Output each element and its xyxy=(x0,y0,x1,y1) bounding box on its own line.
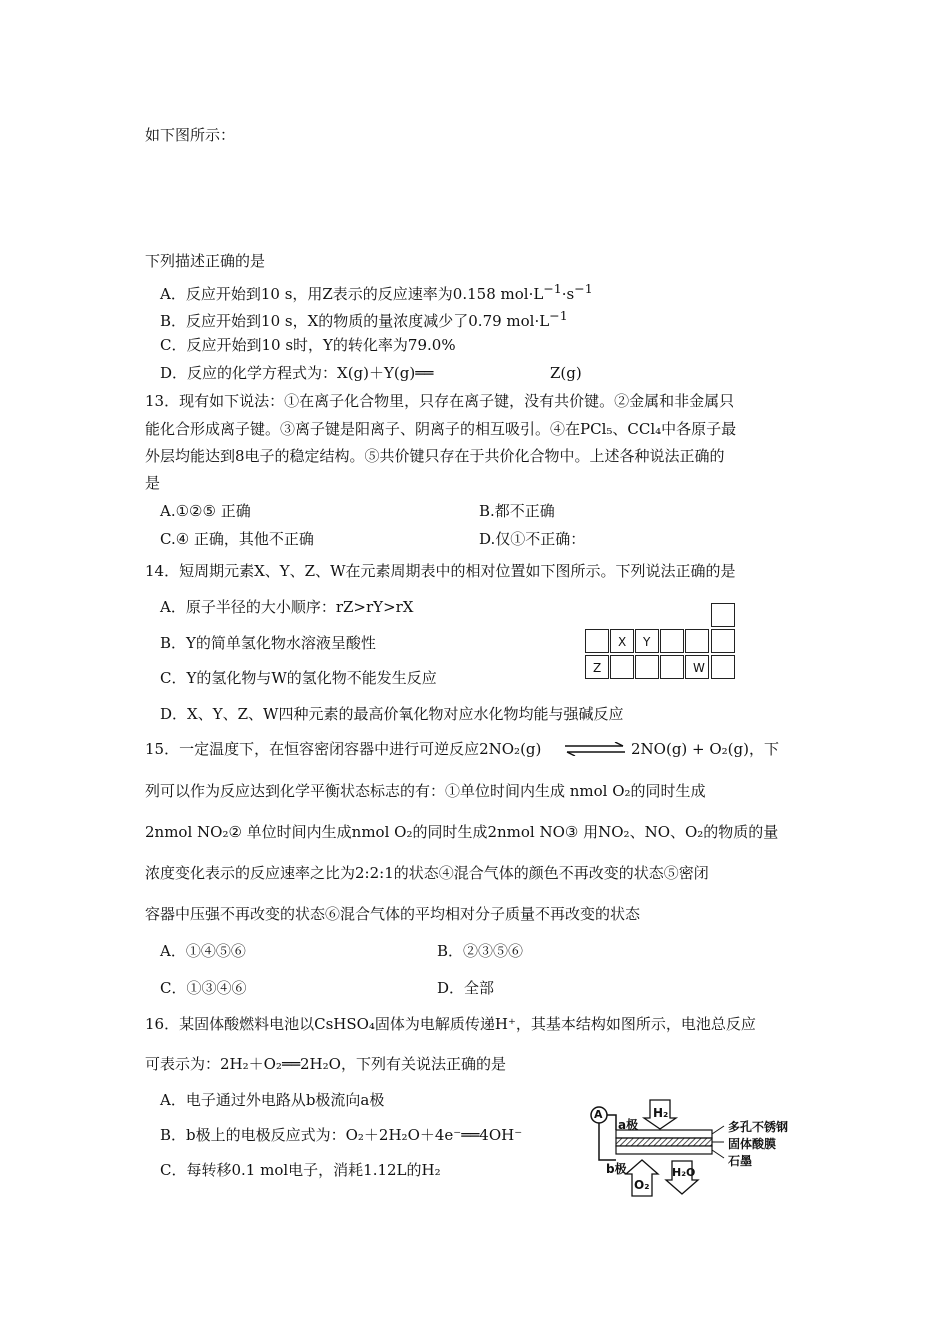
layer-label-membrane: 固体酸膜 xyxy=(728,1137,777,1151)
layer-label-stainless: 多孔不锈钢 xyxy=(728,1120,789,1134)
cell-label-w: W xyxy=(693,661,705,675)
q15-option-a[interactable]: A．①④⑤⑥ xyxy=(160,942,246,960)
q15-line4: 浓度变化表示的反应速率之比为2:2:1的状态④混合气体的颜色不再改变的状态⑤密闭 xyxy=(145,864,709,882)
b-pole-label: b极 xyxy=(606,1162,627,1176)
q12-option-d-right: Z(g) xyxy=(550,364,582,382)
q13-line1: 13．现有如下说法：①在离子化合物里，只存在离子键，没有共价键。②金属和非金属只 xyxy=(145,392,735,410)
q15-option-c[interactable]: C．①③④⑥ xyxy=(160,979,247,997)
intro-text: 如下图所示： xyxy=(145,126,236,144)
q15-option-d[interactable]: D．全部 xyxy=(437,979,495,997)
q12-option-b-sup: −1 xyxy=(549,308,568,323)
q12-option-b-text: B．反应开始到10 s，X的物质的量浓度减少了0.79 mol·L xyxy=(160,312,550,330)
table-cell xyxy=(660,629,684,653)
table-cell-z xyxy=(585,655,609,679)
table-cell-w xyxy=(685,655,709,679)
table-cell-y xyxy=(635,629,659,653)
table-cell xyxy=(585,629,609,653)
q12-option-d-left: D．反应的化学方程式为：X(g)＋Y(g)══ xyxy=(160,364,434,382)
q13-option-d[interactable]: D.仅①不正确： xyxy=(479,530,586,548)
q15-line1 xyxy=(145,740,779,758)
table-cell xyxy=(711,629,735,653)
table-cell xyxy=(610,655,634,679)
q13-line3: 外层均能达到8电子的稳定结构。⑤共价键只存在于共价化合物中。上述各种说法正确的 xyxy=(145,447,725,465)
q15-line2: 列可以作为反应达到化学平衡状态标志的有：①单位时间内生成 nmol O₂的同时生成 xyxy=(145,782,706,800)
h2o-label: H₂O xyxy=(672,1166,696,1179)
q12-option-a-sup1: −1 xyxy=(543,281,562,296)
table-cell xyxy=(685,629,709,653)
table-cell xyxy=(660,655,684,679)
table-cell xyxy=(711,603,735,627)
q14-option-a[interactable]: A．原子半径的大小顺序：rZ>rY>rX xyxy=(160,598,414,616)
h2-label: H₂ xyxy=(653,1106,669,1120)
periodic-table-fragment xyxy=(585,603,737,681)
cell-label-y: Y xyxy=(643,635,651,649)
q13-option-c[interactable]: C.④ 正确，其他不正确 xyxy=(160,530,314,548)
fuel-cell-diagram xyxy=(588,1098,818,1198)
layer-label-graphite: 石墨 xyxy=(728,1154,753,1168)
q14-option-d[interactable]: D．X、Y、Z、W四种元素的最高价氧化物对应水化物均能与强碱反应 xyxy=(160,705,624,723)
ammeter-icon: A xyxy=(594,1108,603,1121)
q15-line1-right: 2NO(g) + O₂(g)，下 xyxy=(631,740,779,758)
q13-line2: 能化合形成离子键。③离子键是阳离子、阴离子的相互吸引。④在PCl₅、CCl₄中各原子最 xyxy=(145,420,737,438)
q14-stem: 14．短周期元素X、Y、Z、W在元素周期表中的相对位置如下图所示。下列说法正确的是 xyxy=(145,562,736,580)
q15-line5: 容器中压强不再改变的状态⑥混合气体的平均相对分子质量不再改变的状态 xyxy=(145,905,641,923)
q13-option-a[interactable]: A.①②⑤ 正确 xyxy=(160,502,251,520)
q16-option-a[interactable]: A．电子通过外电路从b极流向a极 xyxy=(160,1091,385,1109)
q15-option-b[interactable]: B．②③⑤⑥ xyxy=(437,942,524,960)
q12-option-b[interactable] xyxy=(160,310,568,329)
cell-label-x: X xyxy=(618,635,627,649)
table-cell xyxy=(711,655,735,679)
q16-option-b[interactable]: B．b极上的电极反应式为：O₂＋2H₂O＋4e⁻══4OH⁻ xyxy=(160,1126,523,1144)
cell-label-z: Z xyxy=(593,661,602,675)
q15-line1-left: 15．一定温度下，在恒容密闭容器中进行可逆反应2NO₂(g) xyxy=(145,740,542,758)
table-cell-x xyxy=(610,629,634,653)
q16-line2: 可表示为：2H₂＋O₂══2H₂O，下列有关说法正确的是 xyxy=(145,1055,506,1073)
q14-option-b[interactable]: B．Y的简单氢化物水溶液呈酸性 xyxy=(160,634,376,652)
q15-line3: 2nmol NO₂② 单位时间内生成nmol O₂的同时生成2nmol NO③ 用NO₂、NO、O₂的物质的量 xyxy=(145,823,779,841)
q12-stem: 下列描述正确的是 xyxy=(145,252,266,270)
o2-label: O₂ xyxy=(634,1178,650,1192)
equilibrium-arrow-icon xyxy=(563,742,627,756)
table-cell xyxy=(635,655,659,679)
q12-option-c[interactable]: C．反应开始到10 s时，Y的转化率为79.0% xyxy=(160,336,456,354)
q12-option-d[interactable] xyxy=(160,364,582,382)
q12-option-a[interactable] xyxy=(160,283,593,302)
q16-option-c[interactable]: C．每转移0.1 mol电子，消耗1.12L的H₂ xyxy=(160,1161,441,1179)
a-pole-label: a极 xyxy=(618,1118,639,1132)
q14-option-c[interactable]: C．Y的氢化物与W的氢化物不能发生反应 xyxy=(160,669,437,687)
q12-option-a-mid: ·s xyxy=(561,285,575,303)
fuel-cell-drawing xyxy=(588,1098,818,1198)
q16-line1: 16．某固体酸燃料电池以CsHSO₄固体为电解质传递H⁺，其基本结构如图所示，电池总反应 xyxy=(145,1015,756,1033)
q12-option-a-sup2: −1 xyxy=(574,281,593,296)
q13-line4: 是 xyxy=(145,474,161,492)
q13-option-b[interactable]: B.都不正确 xyxy=(479,502,555,520)
q12-option-a-text: A．反应开始到10 s，用Z表示的反应速率为0.158 mol·L xyxy=(160,285,544,303)
